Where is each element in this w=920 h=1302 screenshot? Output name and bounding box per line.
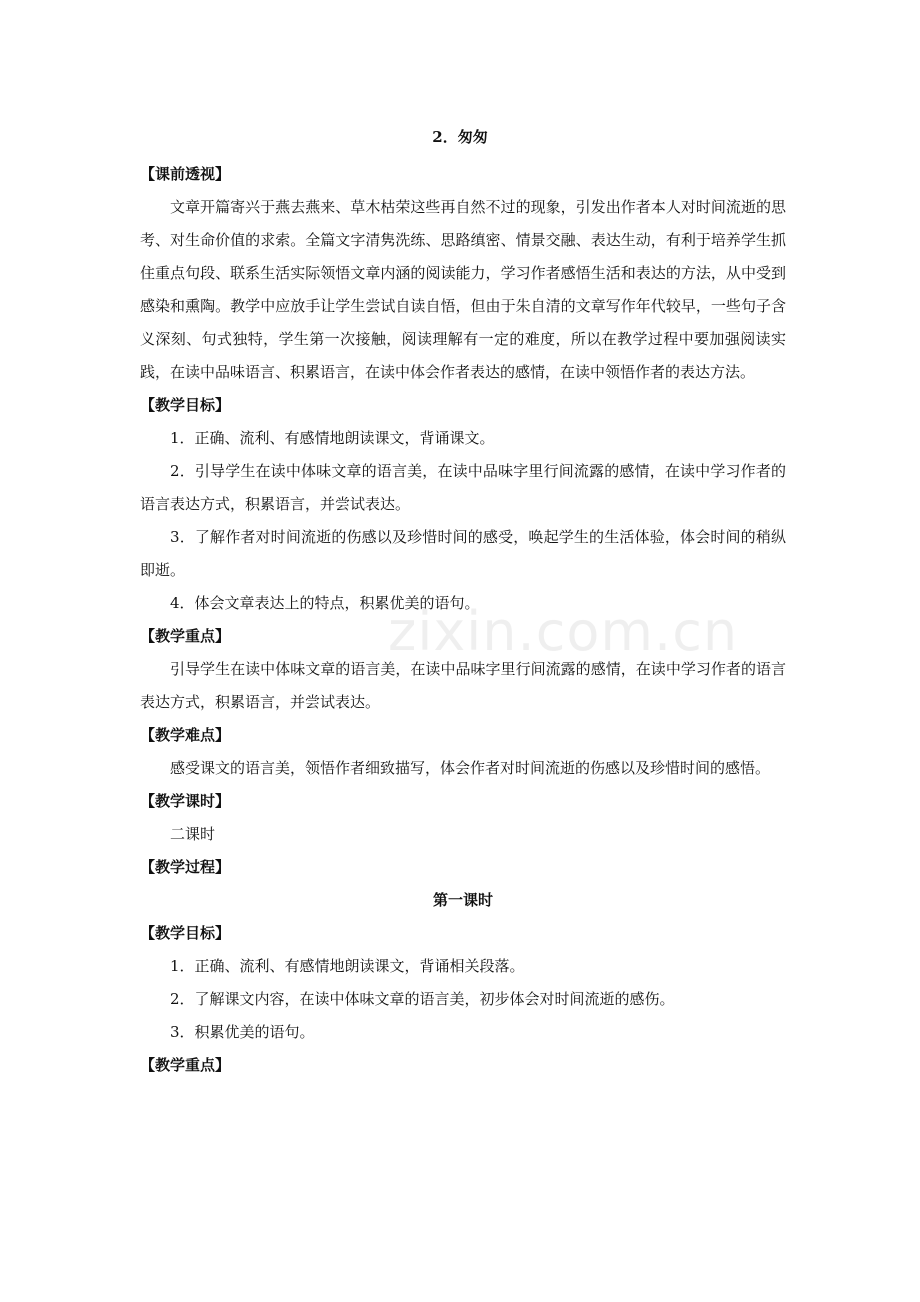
paragraph: 感受课文的语言美，领悟作者细致描写，体会作者对时间流逝的伤感以及珍惜时间的感悟。 — [170, 759, 771, 777]
section-heading: 【教学难点】 — [140, 726, 231, 744]
paragraph: 4．体会文章表达上的特点，积累优美的语句。 — [170, 594, 480, 612]
paragraph: 2．引导学生在读中体味文章的语言美，在读中品味字里行间流露的感情，在读中学习作者的语言表达方式，积累语言，并尝试表达。 — [140, 462, 786, 513]
paragraph: 二课时 — [170, 825, 216, 843]
section-heading: 【教学重点】 — [140, 627, 231, 645]
section-heading: 【课前透视】 — [140, 165, 231, 183]
watermark: zixin.com.cn — [388, 600, 739, 663]
paragraph: 引导学生在读中体味文章的语言美，在读中品味字里行间流露的感情，在读中学习作者的语言表达方式，积累语言，并尝试表达。 — [140, 660, 786, 711]
section-heading: 【教学目标】 — [140, 396, 231, 414]
section-heading: 【教学目标】 — [140, 924, 231, 942]
section-heading: 【教学重点】 — [140, 1056, 231, 1074]
paragraph: 1．正确、流利、有感情地朗读课文，背诵课文。 — [170, 429, 495, 447]
paragraph: 1．正确、流利、有感情地朗读课文，背诵相关段落。 — [170, 957, 525, 975]
subsection-title: 第一课时 — [432, 891, 493, 909]
paragraph: 3．积累优美的语句。 — [170, 1023, 315, 1041]
paragraph: 3．了解作者对时间流逝的伤感以及珍惜时间的感受，唤起学生的生活体验，体会时间的稍纵即逝。 — [140, 528, 786, 579]
section-heading: 【教学过程】 — [140, 858, 231, 876]
page-title: 2．匆匆 — [432, 128, 488, 146]
paragraph: 文章开篇寄兴于燕去燕来、草木枯荣这些再自然不过的现象，引发出作者本人对时间流逝的思考、对生命价值的求索。全篇文字清隽洗练、思路缜密、情景交融、表达生动，有利于培养学生抓住重点句段、联系生活实际领悟文章内涵的阅读能力，学习作者感悟生活和表达的方法，从中受到感染和熏陶。教学中应放手让学生尝试自读自悟，但由于朱自清的文章写作年代较早，一些句子含义深刻、句式独特，学生第一次接触，阅读理解有一定的难度，所以在教学过程中要加强阅读实践，在读中品味语言、积累语言，在读中体会作者表达的感情，在读中领悟作者的表达方法。 — [140, 198, 786, 381]
paragraph: 2．了解课文内容，在读中体味文章的语言美，初步体会对时间流逝的感伤。 — [170, 990, 675, 1008]
document-body — [140, 158, 786, 1082]
section-heading: 【教学课时】 — [140, 792, 231, 810]
